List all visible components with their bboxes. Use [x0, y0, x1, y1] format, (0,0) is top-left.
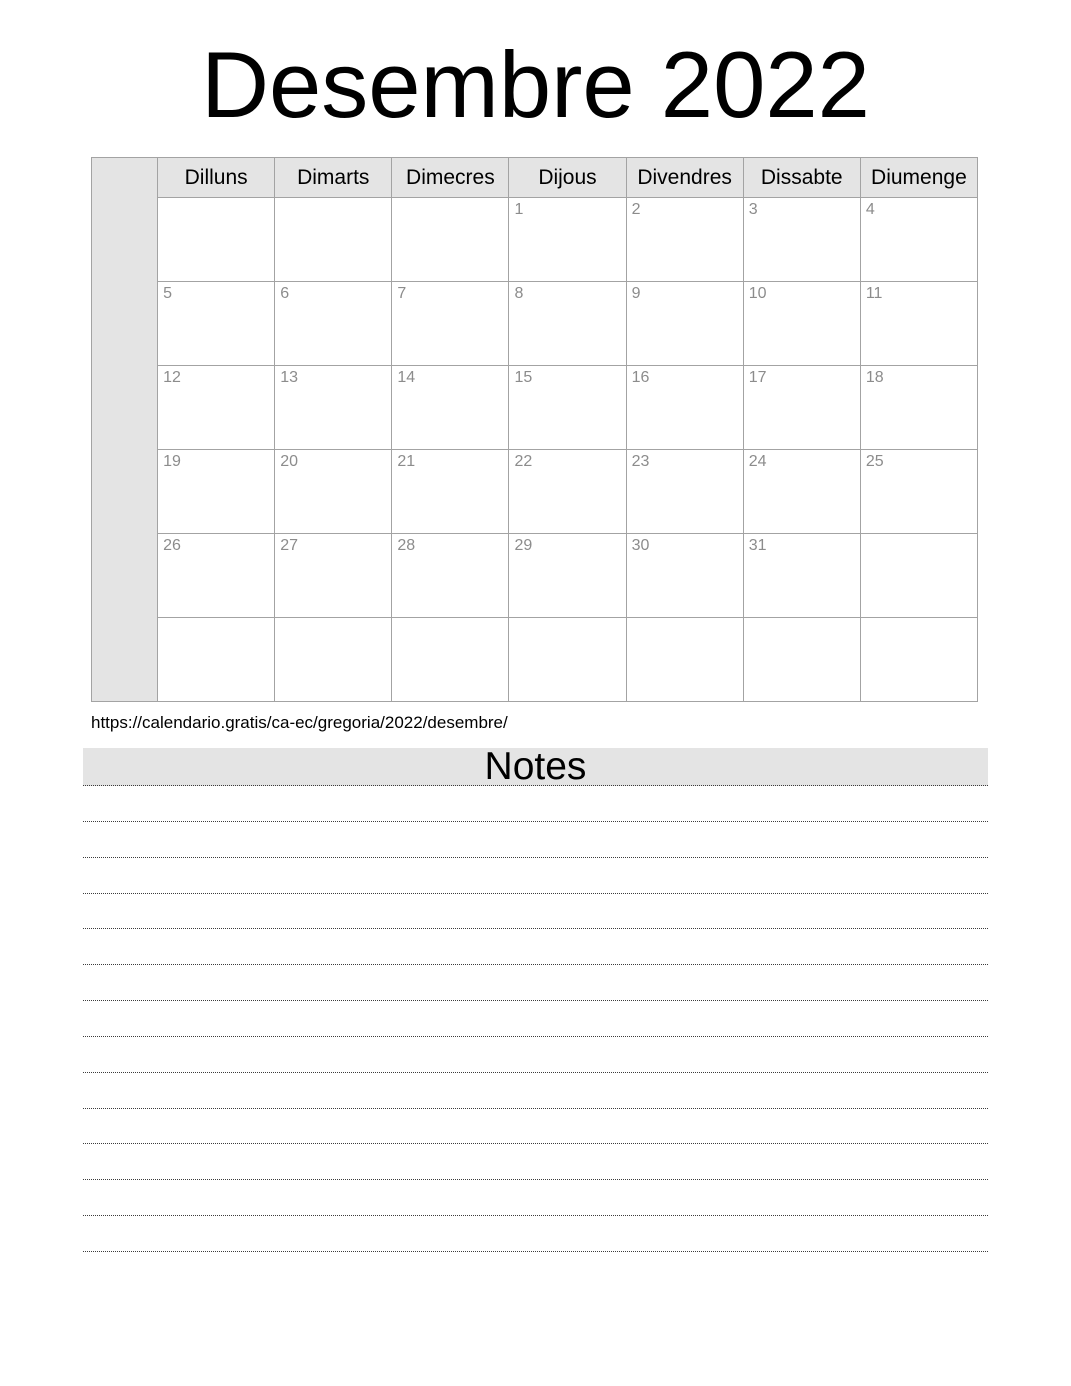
day-cell: 25 — [860, 450, 977, 534]
week-row-5 — [92, 534, 978, 618]
day-cell: 3 — [743, 198, 860, 282]
day-cell: 2 — [626, 198, 743, 282]
day-cell — [860, 618, 977, 702]
note-line — [83, 822, 988, 858]
day-cell: 23 — [626, 450, 743, 534]
day-cell: 14 — [392, 366, 509, 450]
day-cell — [275, 618, 392, 702]
day-cell: 22 — [509, 450, 626, 534]
source-url: https://calendario.gratis/ca-ec/gregoria/2022/desembre/ — [91, 713, 508, 732]
week-row-6 — [92, 618, 978, 702]
note-line — [83, 1180, 988, 1216]
day-cell: 26 — [158, 534, 275, 618]
day-cell — [509, 618, 626, 702]
notes-title: Notes — [484, 745, 587, 788]
calendar-table — [91, 157, 978, 702]
note-line — [83, 965, 988, 1001]
weekday-header-sunday: Diumenge — [860, 158, 977, 198]
week-row-2 — [92, 282, 978, 366]
day-cell: 6 — [275, 282, 392, 366]
day-cell — [158, 618, 275, 702]
weekday-header-tuesday: Dimarts — [275, 158, 392, 198]
day-cell: 28 — [392, 534, 509, 618]
note-line — [83, 1037, 988, 1073]
day-cell: 16 — [626, 366, 743, 450]
note-line — [83, 1109, 988, 1145]
weekday-header-friday: Divendres — [626, 158, 743, 198]
page-title: Desembre 2022 — [201, 32, 870, 137]
day-cell: 15 — [509, 366, 626, 450]
weekday-header-monday: Dilluns — [158, 158, 275, 198]
day-cell — [743, 618, 860, 702]
notes-lines — [83, 786, 988, 1252]
note-line — [83, 786, 988, 822]
note-line — [83, 1144, 988, 1180]
day-cell — [392, 618, 509, 702]
weekday-header-thursday: Dijous — [509, 158, 626, 198]
day-cell — [860, 534, 977, 618]
day-cell: 5 — [158, 282, 275, 366]
day-cell: 8 — [509, 282, 626, 366]
weekday-header-wednesday: Dimecres — [392, 158, 509, 198]
day-cell — [626, 618, 743, 702]
day-cell: 12 — [158, 366, 275, 450]
day-cell: 29 — [509, 534, 626, 618]
day-cell: 19 — [158, 450, 275, 534]
day-cell: 27 — [275, 534, 392, 618]
note-line — [83, 1073, 988, 1109]
note-line — [83, 929, 988, 965]
day-cell: 24 — [743, 450, 860, 534]
day-cell: 10 — [743, 282, 860, 366]
day-cell: 21 — [392, 450, 509, 534]
note-line — [83, 894, 988, 930]
day-cell — [275, 198, 392, 282]
note-line — [83, 858, 988, 894]
day-cell: 30 — [626, 534, 743, 618]
day-cell: 1 — [509, 198, 626, 282]
day-cell: 17 — [743, 366, 860, 450]
week-row-1 — [92, 198, 978, 282]
notes-header — [83, 745, 988, 788]
day-cell: 9 — [626, 282, 743, 366]
note-line — [83, 1001, 988, 1037]
week-row-3 — [92, 366, 978, 450]
day-cell — [158, 198, 275, 282]
weekday-header-row — [92, 158, 978, 198]
day-cell: 7 — [392, 282, 509, 366]
weekday-header-saturday: Dissabte — [743, 158, 860, 198]
day-cell: 4 — [860, 198, 977, 282]
week-row-4 — [92, 450, 978, 534]
day-cell — [392, 198, 509, 282]
day-cell: 18 — [860, 366, 977, 450]
day-cell: 31 — [743, 534, 860, 618]
calendar-margin-column — [92, 158, 158, 702]
day-cell: 11 — [860, 282, 977, 366]
day-cell: 13 — [275, 366, 392, 450]
day-cell: 20 — [275, 450, 392, 534]
note-line — [83, 1216, 988, 1252]
